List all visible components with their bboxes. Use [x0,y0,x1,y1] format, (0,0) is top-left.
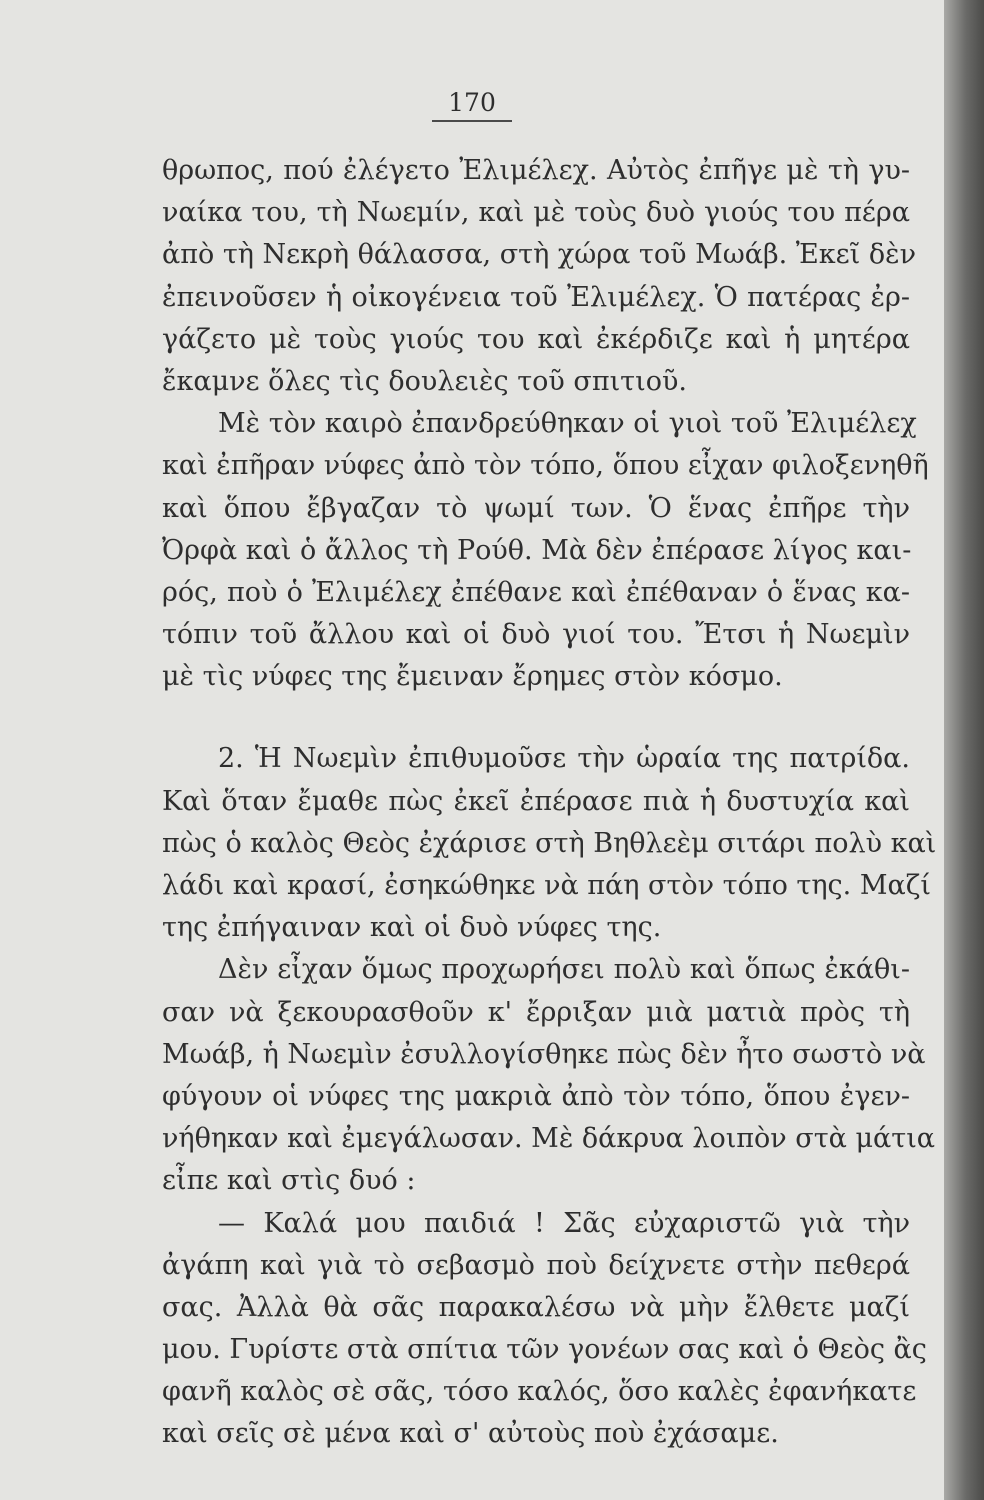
text-line: Ὀρφὰ καὶ ὁ ἄλλος τὴ Ρούθ. Μὰ δὲν ἐπέρασε λίγος και- [162,534,912,566]
text-line: ἐπεινοῦσεν ἡ οἰκογένεια τοῦ Ἐλιμέλεχ. Ὁ πατέρας ἐρ- [162,281,910,313]
text-line: γάζετο μὲ τοὺς γιούς του καὶ ἐκέρδιζε καὶ ἡ μητέρα [162,323,910,355]
text-line: — Καλά μου παιδιά ! Σᾶς εὐχαριστῶ γιὰ τὴν [218,1207,910,1239]
text-line: ρός, ποὺ ὁ Ἐλιμέλεχ ἐπέθανε καὶ ἐπέθαναν ὁ ἕνας κα- [162,576,910,608]
book-spine-shadow [944,0,984,1500]
text-line: εἶπε καὶ στὶς δυό : [162,1165,416,1197]
paragraph [162,949,936,1202]
text-line: Μὲ τὸν καιρὸ ἐπανδρεύθηκαν οἱ γιοὶ τοῦ Ἐλιμέλεχ [218,408,917,440]
text-line: Καὶ ὅταν ἔμαθε πὼς ἐκεῖ ἐπέρασε πιὰ ἡ δυστυχία καὶ [162,785,910,817]
text-line: της ἐπήγαιναν καὶ οἱ δυὸ νύφες της. [162,912,662,944]
text-line: φύγουν οἱ νύφες της μακριὰ ἀπὸ τὸν τόπο, ὅπου ἐγεν- [162,1080,910,1112]
text-line: καὶ σεῖς σὲ μένα καὶ σ' αὐτοὺς ποὺ ἐχάσαμε. [162,1418,779,1450]
text-line: καὶ ἐπῆραν νύφες ἀπὸ τὸν τόπο, ὅπου εἶχαν φιλοξενηθῆ [162,450,929,482]
paragraph [162,1203,927,1456]
text-line: σας. Ἀλλὰ θὰ σᾶς παρακαλέσω νὰ μὴν ἔλθετε μαζί [162,1291,910,1323]
body-text [162,150,937,1456]
text-line: καὶ ὅπου ἔβγαζαν τὸ ψωμί των. Ὁ ἕνας ἐπῆρε τὴν [162,492,910,524]
text-line: ἔκαμνε ὅλες τὶς δουλειὲς τοῦ σπιτιοῦ. [162,365,687,397]
text-line: Μωάβ, ἡ Νωεμὶν ἐσυλλογίσθηκε πὼς δὲν ἦτο σωστὸ νὰ [162,1038,926,1070]
text-line: 2. Ἡ Νωεμὶν ἐπιθυμοῦσε τὴν ὡραία της πατρίδα. [218,743,910,775]
text-line: Δὲν εἶχαν ὅμως προχωρήσει πολὺ καὶ ὅπως ἐκάθι- [218,954,910,986]
paragraph [162,150,916,403]
text-line: μὲ τὶς νύφες της ἔμειναν ἔρημες στὸν κόσμο. [162,661,783,693]
text-line: φανῆ καλὸς σὲ σᾶς, τόσο καλός, ὅσο καλὲς ἐφανήκατε [162,1376,917,1408]
page-number: 170 [0,88,944,122]
text-line: λάδι καὶ κρασί, ἐσηκώθηκε νὰ πάη στὸν τόπο της. Μαζί [162,870,931,901]
text-line: μου. Γυρίστε στὰ σπίτια τῶν γονέων σας καὶ ὁ Θεὸς ἂς [162,1334,927,1366]
text-line: θρωπος, πού ἐλέγετο Ἐλιμέλεχ. Αὐτὸς ἐπῆγε μὲ τὴ γυ- [162,155,910,186]
text-line: νήθηκαν καὶ ἐμεγάλωσαν. Μὲ δάκρυα λοιπὸν στὰ μάτια [162,1123,936,1155]
text-line: σαν νὰ ξεκουρασθοῦν κ' ἔρριξαν μιὰ ματιὰ πρὸς τὴ [162,996,910,1028]
text-line: ἀπὸ τὴ Νεκρὴ θάλασσα, στὴ χώρα τοῦ Μωάβ. Ἐκεῖ δὲν [162,239,916,271]
text-line: ἀγάπη καὶ γιὰ τὸ σεβασμὸ ποὺ δείχνετε στὴν πεθερά [162,1249,910,1281]
paragraph [162,403,929,698]
text-line: πὼς ὁ καλὸς Θεὸς ἐχάρισε στὴ Βηθλεὲμ σιτάρι πολὺ καὶ [162,827,937,859]
paragraph [162,738,937,949]
text-line: τόπιν τοῦ ἄλλου καὶ οἱ δυὸ γιοί του. Ἔτσι ἡ Νωεμὶν [162,619,910,651]
text-line: ναίκα του, τὴ Νωεμίν, καὶ μὲ τοὺς δυὸ γιούς του πέρα [162,197,910,229]
section-gap [162,698,910,738]
